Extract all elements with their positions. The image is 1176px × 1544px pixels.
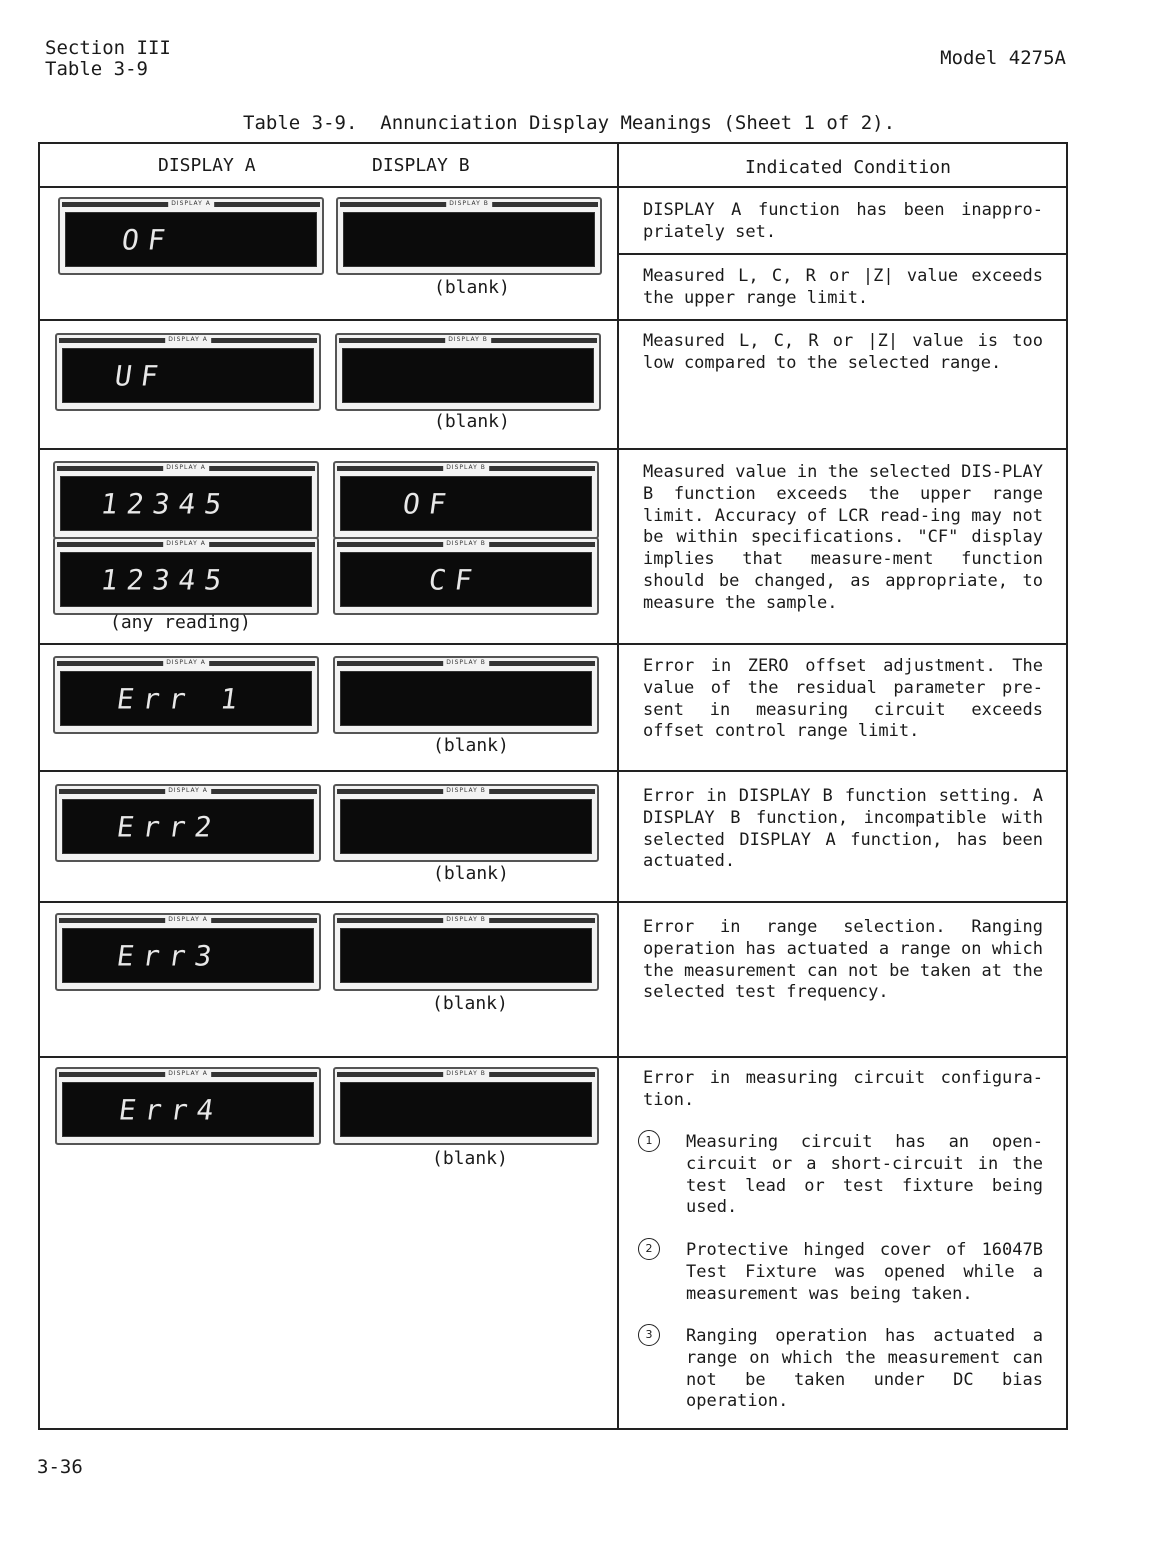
display-a-reading: OF	[119, 223, 177, 256]
blank-note: (blank)	[432, 1148, 508, 1169]
display-a-tag: DISPLAY A	[163, 463, 209, 473]
display-a-tag: DISPLAY A	[165, 786, 211, 796]
any-reading-note: (any reading)	[110, 612, 251, 633]
display-b-screen	[340, 552, 592, 607]
display-a-panel	[53, 537, 319, 615]
display-b-screen	[340, 1082, 592, 1137]
table-reference: Table 3-9	[45, 58, 148, 80]
display-b-panel	[333, 784, 599, 862]
table-title: Table 3-9. Annunciation Display Meanings (Sheet 1 of 2).	[243, 112, 896, 134]
display-b-tag: DISPLAY B	[443, 539, 489, 549]
display-b-reading: CF	[426, 563, 484, 596]
display-a-screen	[62, 799, 314, 854]
blank-note: (blank)	[432, 993, 508, 1014]
display-a-panel	[58, 197, 324, 275]
display-b-panel	[333, 1067, 599, 1145]
column-header-display-b: DISPLAY B	[372, 155, 470, 176]
item-number-circle: 2	[638, 1238, 660, 1260]
display-a-tag: DISPLAY A	[168, 199, 214, 209]
display-a-panel	[55, 913, 321, 991]
row-sub-rule	[619, 253, 1068, 255]
display-b-panel	[335, 333, 601, 411]
page-number: 3-36	[37, 1456, 83, 1478]
display-b-panel	[333, 537, 599, 615]
display-a-reading: 12345	[98, 563, 233, 596]
condition-text: DISPLAY A function has been inappro-priately set.	[643, 200, 1043, 242]
condition-text: Measured L, C, R or |Z| value exceeds the upper range limit.	[643, 266, 1043, 308]
display-a-screen	[60, 476, 312, 531]
display-b-tag: DISPLAY B	[445, 335, 491, 345]
display-a-screen	[60, 671, 312, 726]
item-text: Measuring circuit has an open-circuit or a short-circuit in the test lead or test fixture being used.	[686, 1132, 1043, 1218]
display-a-panel	[55, 333, 321, 411]
display-a-tag: DISPLAY A	[163, 539, 209, 549]
display-a-tag: DISPLAY A	[165, 915, 211, 925]
display-a-panel	[55, 1067, 321, 1145]
display-a-reading: UF	[112, 359, 170, 392]
display-a-screen	[62, 1082, 314, 1137]
display-b-screen	[343, 212, 595, 267]
column-divider	[617, 142, 619, 1430]
display-a-screen	[65, 212, 317, 267]
row-rule	[40, 643, 1068, 645]
display-b-reading: OF	[400, 487, 458, 520]
model-label: Model 4275A	[940, 47, 1066, 69]
display-b-tag: DISPLAY B	[443, 915, 489, 925]
display-a-panel	[53, 656, 319, 734]
column-header-condition: Indicated Condition	[745, 157, 951, 178]
row-rule	[40, 448, 1068, 450]
display-a-reading: Err2	[114, 810, 223, 843]
row-rule	[40, 319, 1068, 321]
display-a-screen	[62, 928, 314, 983]
display-a-screen	[60, 552, 312, 607]
display-a-tag: DISPLAY A	[165, 1069, 211, 1079]
display-b-screen	[340, 799, 592, 854]
display-a-reading: Err 1	[114, 682, 249, 715]
display-a-screen	[62, 348, 314, 403]
display-b-panel	[336, 197, 602, 275]
row-rule	[40, 770, 1068, 772]
condition-text: Measured L, C, R or |Z| value is too low compared to the selected range.	[643, 331, 1043, 373]
condition-text: Error in DISPLAY B function setting. A DISPLAY B function, incompatible with selected DISPLAY A function, has been actuated.	[643, 786, 1043, 872]
section-label: Section III	[45, 37, 171, 59]
display-a-reading: Err3	[114, 939, 223, 972]
display-b-screen	[342, 348, 594, 403]
display-a-reading: Err4	[116, 1093, 225, 1126]
display-b-panel	[333, 656, 599, 734]
column-header-display-a: DISPLAY A	[158, 155, 256, 176]
item-number-circle: 1	[638, 1130, 660, 1152]
condition-text: Error in measuring circuit configura-tion.	[643, 1068, 1043, 1110]
condition-text: Error in range selection. Ranging operation has actuated a range on which the measurement can not be taken at the selected test frequency.	[643, 917, 1043, 1003]
blank-note: (blank)	[433, 735, 509, 756]
display-a-panel	[55, 784, 321, 862]
display-b-tag: DISPLAY B	[443, 786, 489, 796]
condition-text: Error in ZERO offset adjustment. The value of the residual parameter pre-sent in measuring circuit exceeds offset control range limit.	[643, 656, 1043, 742]
display-b-tag: DISPLAY B	[443, 658, 489, 668]
display-b-panel	[333, 913, 599, 991]
condition-text: Measured value in the selected DIS-PLAY B function exceeds the upper range limit. Accuracy of LCR read-ing may not be within specifications. "CF" display implies that measure-ment function should be changed, as appropriate, to measure the sample.	[643, 462, 1043, 613]
item-number-circle: 3	[638, 1324, 660, 1346]
display-a-tag: DISPLAY A	[163, 658, 209, 668]
page-header-left	[45, 38, 171, 80]
item-text: Ranging operation has actuated a range on which the measurement can not be taken under DC bias operation.	[686, 1326, 1043, 1412]
display-b-screen	[340, 671, 592, 726]
blank-note: (blank)	[433, 863, 509, 884]
display-a-tag: DISPLAY A	[165, 335, 211, 345]
display-b-tag: DISPLAY B	[446, 199, 492, 209]
row-rule	[40, 1056, 1068, 1058]
display-a-panel	[53, 461, 319, 539]
display-a-reading: 12345	[98, 487, 233, 520]
display-b-screen	[340, 476, 592, 531]
item-text: Protective hinged cover of 16047B Test Fixture was opened while a measurement was being taken.	[686, 1240, 1043, 1304]
display-b-tag: DISPLAY B	[443, 463, 489, 473]
display-b-tag: DISPLAY B	[443, 1069, 489, 1079]
blank-note: (blank)	[434, 411, 510, 432]
display-b-panel	[333, 461, 599, 539]
display-b-screen	[340, 928, 592, 983]
blank-note: (blank)	[434, 277, 510, 298]
header-rule	[40, 186, 1068, 188]
row-rule	[40, 901, 1068, 903]
